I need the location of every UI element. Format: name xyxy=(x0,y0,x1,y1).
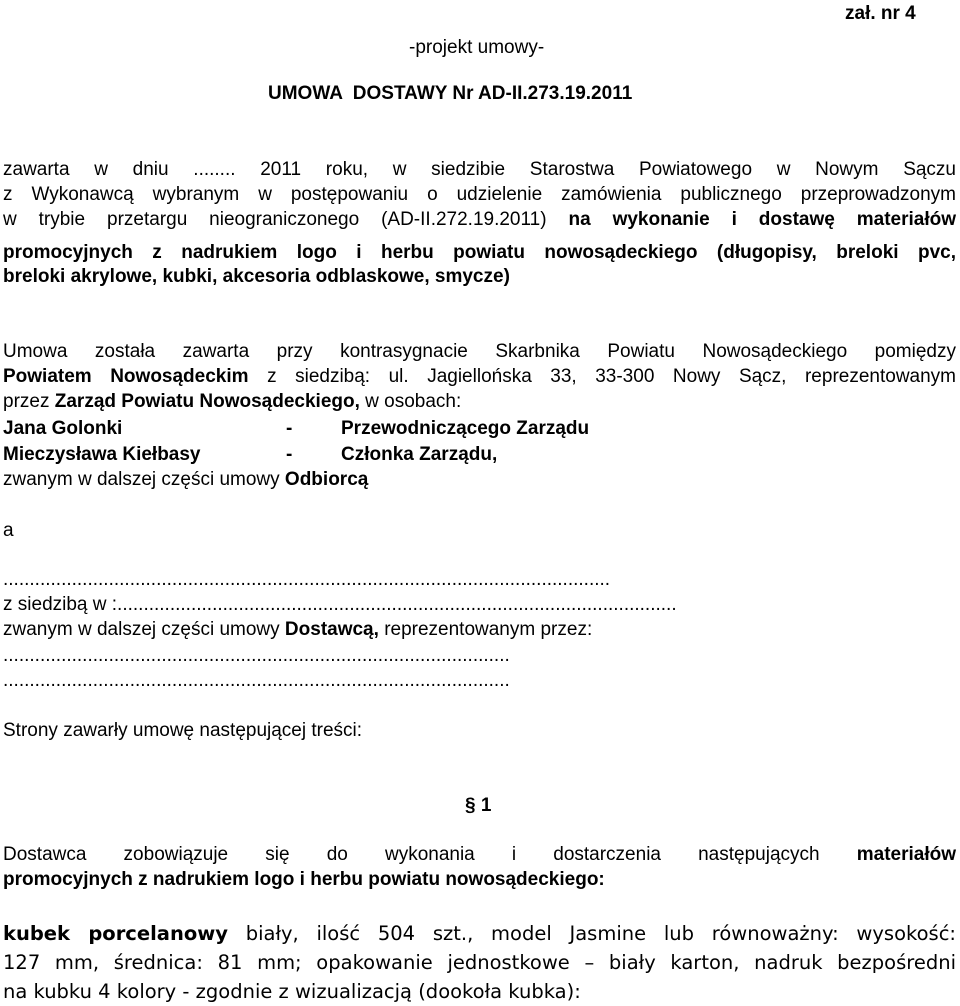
contract-line-1: Umowa została zawarta przy kontrasygnacie Skarbnika Powiatu Nowosądeckiego pomiędzy xyxy=(3,341,956,362)
person-2-role: Członka Zarządu, xyxy=(341,444,498,465)
item-line-1: kubek porcelanowy biały, ilość 504 szt., model Jasmine lub równoważny: wysokość: xyxy=(3,922,956,945)
section-1-line-1: Dostawca zobowiązuje się do wykonania i dostarczenia następujących materiałów xyxy=(3,844,956,865)
contract-line-3: przez Zarząd Powiatu Nowosądeckiego, w osobach: xyxy=(3,391,462,412)
conjunction-a: a xyxy=(3,520,14,541)
intro-line-5: breloki akrylowe, kubki, akcesoria odblaskowe, smycze) xyxy=(3,266,510,287)
item-line-3: na kubku 4 kolory - zgodnie z wizualizacją (dookoła kubka): xyxy=(3,980,581,1003)
person-1-role: Przewodniczącego Zarządu xyxy=(341,418,590,439)
document-title: UMOWA DOSTAWY Nr AD-II.273.19.2011 xyxy=(268,83,633,104)
draft-label: -projekt umowy- xyxy=(409,37,545,58)
intro-line-2: z Wykonawcą wybranym w postępowaniu o udzielenie zamówienia publicznego przeprowadzonym xyxy=(3,184,956,205)
intro-line-3: w trybie przetargu nieograniczonego (AD-II.272.19.2011) na wykonanie i dostawę materiałów xyxy=(3,209,956,230)
person-2-name: Mieczysława Kiełbasy xyxy=(3,444,201,465)
person-1-name: Jana Golonki xyxy=(3,418,123,439)
receiver-line: zwanym w dalszej części umowy Odbiorcą xyxy=(3,469,369,490)
supplier-seat-line: z siedzibą w :.......................................................................................................... xyxy=(3,594,677,615)
item-line-2: 127 mm, średnica: 81 mm; opakowanie jednostkowe – biały karton, nadruk bezpośredni xyxy=(3,951,956,974)
supplier-name-placeholder: ................................................................................................................... xyxy=(3,569,611,590)
contract-line-2: Powiatem Nowosądeckim z siedzibą: ul. Jagiellońska 33, 33-300 Nowy Sącz, reprezentowanym xyxy=(3,366,956,387)
representative-placeholder-2: ................................................................................................ xyxy=(3,670,510,691)
section-1-line-2: promocyjnych z nadrukiem logo i herbu powiatu nowosądeckiego: xyxy=(3,869,605,890)
representative-placeholder-1: ................................................................................................ xyxy=(3,645,510,666)
intro-line-4: promocyjnych z nadrukiem logo i herbu powiatu nowosądeckiego (długopisy, breloki pvc, xyxy=(3,242,956,263)
section-1-heading: § 1 xyxy=(465,795,492,816)
intro-line-1: zawarta w dniu ........ 2011 roku, w siedzibie Starostwa Powiatowego w Nowym Sączu xyxy=(3,159,956,180)
supplier-named-line: zwanym w dalszej części umowy Dostawcą, reprezentowanym przez: xyxy=(3,619,593,640)
attachment-label: zał. nr 4 xyxy=(845,3,916,24)
parties-agreed-line: Strony zawarły umowę następującej treści: xyxy=(3,720,363,741)
person-2-dash: - xyxy=(286,444,293,465)
person-1-dash: - xyxy=(286,418,293,439)
